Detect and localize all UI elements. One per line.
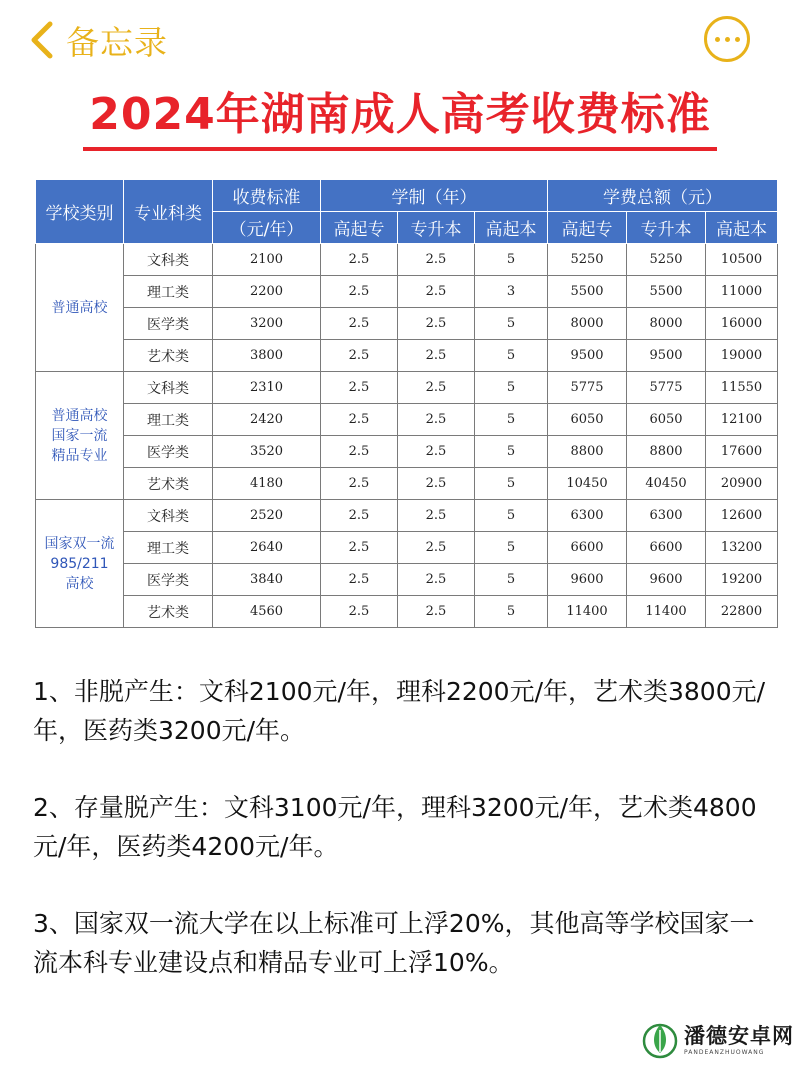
total-cell: 5500 — [548, 276, 627, 308]
notes — [33, 672, 773, 1020]
total-cell: 5500 — [627, 276, 706, 308]
duration-cell: 5 — [475, 372, 548, 404]
header-fee: 收费标准 — [213, 180, 321, 212]
header-sub: 高起专 — [321, 212, 398, 244]
duration-cell: 2.5 — [398, 404, 475, 436]
total-cell: 16000 — [706, 308, 778, 340]
major-cell: 文科类 — [124, 244, 213, 276]
major-cell: 文科类 — [124, 500, 213, 532]
major-cell: 医学类 — [124, 436, 213, 468]
table-row — [36, 500, 778, 532]
header-sub: 高起专 — [548, 212, 627, 244]
duration-cell: 2.5 — [398, 308, 475, 340]
table-row — [36, 308, 778, 340]
fee-cell: 2420 — [213, 404, 321, 436]
more-dot — [735, 37, 740, 42]
header-sub: 高起本 — [706, 212, 778, 244]
fee-cell: 4180 — [213, 468, 321, 500]
total-cell: 17600 — [706, 436, 778, 468]
total-cell: 5250 — [548, 244, 627, 276]
total-cell: 40450 — [627, 468, 706, 500]
watermark-sub: PANDEANZHUOWANG — [684, 1048, 765, 1056]
total-cell: 11000 — [706, 276, 778, 308]
duration-cell: 2.5 — [321, 500, 398, 532]
school-type-line: 普通高校 — [51, 407, 108, 424]
total-cell: 9600 — [548, 564, 627, 596]
total-cell: 10450 — [548, 468, 627, 500]
duration-cell: 2.5 — [398, 468, 475, 500]
table-row — [36, 468, 778, 500]
header-sub: 专升本 — [627, 212, 706, 244]
duration-cell: 2.5 — [321, 532, 398, 564]
total-cell: 6300 — [548, 500, 627, 532]
duration-cell: 2.5 — [398, 532, 475, 564]
header-school-type: 学校类别 — [36, 180, 124, 244]
total-cell: 19200 — [706, 564, 778, 596]
duration-cell: 5 — [475, 404, 548, 436]
duration-cell: 5 — [475, 500, 548, 532]
duration-cell: 2.5 — [321, 436, 398, 468]
duration-cell: 2.5 — [398, 372, 475, 404]
table-row — [36, 340, 778, 372]
duration-cell: 5 — [475, 340, 548, 372]
top-bar — [0, 0, 800, 80]
total-cell: 5775 — [627, 372, 706, 404]
fee-cell: 2310 — [213, 372, 321, 404]
table-row — [36, 276, 778, 308]
fee-cell: 2200 — [213, 276, 321, 308]
table-row — [36, 372, 778, 404]
table-row — [36, 436, 778, 468]
watermark — [640, 1020, 794, 1060]
back-button[interactable] — [26, 16, 168, 64]
total-cell: 9600 — [627, 564, 706, 596]
duration-cell: 5 — [475, 468, 548, 500]
page-title: 2024年湖南成人高考收费标准 — [83, 85, 716, 151]
duration-cell: 2.5 — [321, 468, 398, 500]
fee-cell: 4560 — [213, 596, 321, 628]
fee-cell: 3200 — [213, 308, 321, 340]
duration-cell: 5 — [475, 564, 548, 596]
leaf-logo-icon — [640, 1020, 680, 1060]
table-row — [36, 564, 778, 596]
total-cell: 11400 — [627, 596, 706, 628]
major-cell: 医学类 — [124, 308, 213, 340]
fee-cell: 2100 — [213, 244, 321, 276]
total-cell: 11400 — [548, 596, 627, 628]
header-fee-unit: （元/年） — [213, 212, 321, 244]
duration-cell: 2.5 — [398, 276, 475, 308]
fee-cell: 3520 — [213, 436, 321, 468]
total-cell: 11550 — [706, 372, 778, 404]
header-duration: 学制（年） — [321, 180, 548, 212]
duration-cell: 2.5 — [321, 308, 398, 340]
duration-cell: 2.5 — [321, 596, 398, 628]
more-button[interactable] — [704, 16, 750, 62]
total-cell: 20900 — [706, 468, 778, 500]
total-cell: 19000 — [706, 340, 778, 372]
duration-cell: 2.5 — [321, 372, 398, 404]
total-cell: 8800 — [627, 436, 706, 468]
chevron-left-icon — [26, 20, 58, 60]
major-cell: 文科类 — [124, 372, 213, 404]
total-cell: 8800 — [548, 436, 627, 468]
total-cell: 5775 — [548, 372, 627, 404]
duration-cell: 2.5 — [398, 596, 475, 628]
major-cell: 医学类 — [124, 564, 213, 596]
duration-cell: 2.5 — [321, 244, 398, 276]
total-cell: 6300 — [627, 500, 706, 532]
school-type-cell — [36, 500, 124, 628]
fee-table — [35, 179, 778, 628]
duration-cell: 2.5 — [398, 340, 475, 372]
total-cell: 5250 — [627, 244, 706, 276]
school-type-line: 国家双一流 — [44, 535, 115, 552]
total-cell: 13200 — [706, 532, 778, 564]
school-type-cell — [36, 372, 124, 500]
school-type-line: 普通高校 — [51, 299, 108, 316]
total-cell: 9500 — [627, 340, 706, 372]
school-type-line: 国家一流 — [51, 427, 108, 444]
table-row — [36, 404, 778, 436]
header-sub: 高起本 — [475, 212, 548, 244]
note-1: 1、非脱产生：文科2100元/年，理科2200元/年，艺术类3800元/年，医药类3200元/年。 — [33, 677, 766, 745]
fee-cell: 2640 — [213, 532, 321, 564]
note-3: 3、国家双一流大学在以上标准可上浮20%，其他高等学校国家一流本科专业建设点和精品专业可上浮10%。 — [33, 909, 755, 977]
major-cell: 理工类 — [124, 404, 213, 436]
duration-cell: 3 — [475, 276, 548, 308]
table-row — [36, 532, 778, 564]
duration-cell: 2.5 — [321, 340, 398, 372]
school-type-line: 985/211 — [50, 555, 109, 572]
fee-cell: 2520 — [213, 500, 321, 532]
back-label: 备忘录 — [66, 22, 168, 62]
major-cell: 理工类 — [124, 532, 213, 564]
fee-cell: 3800 — [213, 340, 321, 372]
duration-cell: 2.5 — [321, 404, 398, 436]
watermark-text — [684, 1024, 794, 1057]
header-major: 专业科类 — [124, 180, 213, 244]
total-cell: 10500 — [706, 244, 778, 276]
total-cell: 22800 — [706, 596, 778, 628]
total-cell: 6600 — [548, 532, 627, 564]
total-cell: 9500 — [548, 340, 627, 372]
school-type-cell — [36, 244, 124, 372]
duration-cell: 5 — [475, 596, 548, 628]
duration-cell: 5 — [475, 308, 548, 340]
duration-cell: 5 — [475, 244, 548, 276]
title-wrap — [0, 85, 800, 151]
table-row — [36, 596, 778, 628]
major-cell: 艺术类 — [124, 468, 213, 500]
major-cell: 艺术类 — [124, 340, 213, 372]
header-total: 学费总额（元） — [548, 180, 778, 212]
total-cell: 8000 — [548, 308, 627, 340]
duration-cell: 5 — [475, 532, 548, 564]
fee-cell: 3840 — [213, 564, 321, 596]
table-body — [36, 244, 778, 628]
duration-cell: 5 — [475, 436, 548, 468]
school-type-line: 精品专业 — [51, 447, 108, 464]
major-cell: 理工类 — [124, 276, 213, 308]
duration-cell: 2.5 — [398, 244, 475, 276]
more-dot — [725, 37, 730, 42]
total-cell: 12100 — [706, 404, 778, 436]
duration-cell: 2.5 — [398, 564, 475, 596]
header-sub: 专升本 — [398, 212, 475, 244]
more-dots-icon — [715, 37, 720, 42]
watermark-name: 潘德安卓网 — [684, 1023, 794, 1048]
duration-cell: 2.5 — [321, 564, 398, 596]
duration-cell: 2.5 — [398, 436, 475, 468]
table-header — [36, 180, 778, 244]
total-cell: 12600 — [706, 500, 778, 532]
major-cell: 艺术类 — [124, 596, 213, 628]
total-cell: 6600 — [627, 532, 706, 564]
total-cell: 6050 — [548, 404, 627, 436]
table-row — [36, 244, 778, 276]
school-type-line: 高校 — [65, 575, 94, 592]
total-cell: 8000 — [627, 308, 706, 340]
note-2: 2、存量脱产生：文科3100元/年，理科3200元/年，艺术类4800元/年，医药类4200元/年。 — [33, 793, 757, 861]
total-cell: 6050 — [627, 404, 706, 436]
duration-cell: 2.5 — [398, 500, 475, 532]
duration-cell: 2.5 — [321, 276, 398, 308]
